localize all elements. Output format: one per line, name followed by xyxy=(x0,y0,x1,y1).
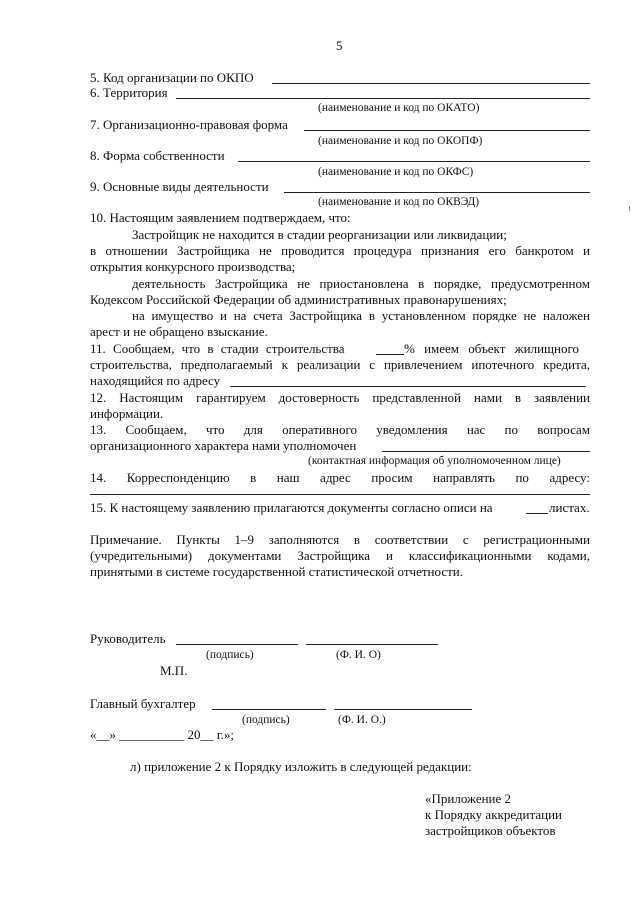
date-line: «__» __________ 20__ г.»; xyxy=(90,727,234,742)
item11-line-2: строительства, предполагаемый к реализации с привлечением ипотечного кредита, xyxy=(90,357,590,372)
confirm-line-2: в отношении Застройщика не проводится процедура признания его банкротом и xyxy=(90,243,590,258)
item15-line-1b: листах. xyxy=(549,500,590,515)
legal-form-note: (наименование и код по ОКОПФ) xyxy=(318,135,483,147)
ownership-note: (наименование и код по ОКФС) xyxy=(318,166,474,178)
legal-form-label: 7. Организационно-правовая форма xyxy=(90,117,288,132)
confirm-line-4: деятельность Застройщика не приостановлена в порядке, предусмотренном xyxy=(132,276,590,291)
page-number: 5 xyxy=(336,38,343,53)
confirm-line-3: открытия конкурсного производства; xyxy=(90,259,296,274)
note-line-1: Примечание. Пункты 1–9 заполняются в соответствии с регистрационными xyxy=(90,532,590,547)
item13-contact-line[interactable] xyxy=(382,451,590,452)
confirm-line-5: Кодексом Российской Федерации об административных правонарушениях; xyxy=(90,292,507,307)
territory-line[interactable] xyxy=(176,98,590,99)
item13-note: (контактная информация об уполномоченном лице) xyxy=(308,455,561,467)
item11-line-1b: % имеем объект жилищного xyxy=(404,341,579,356)
stamp-label: М.П. xyxy=(160,663,188,678)
amendment-text: л) приложение 2 к Порядку изложить в следующей редакции: xyxy=(130,759,472,774)
item11-line-3: находящийся по адресу xyxy=(90,373,221,388)
item15-sheets-blank[interactable] xyxy=(526,513,548,514)
territory-note: (наименование и код по ОКАТО) xyxy=(318,102,480,114)
item12-line-2: информации. xyxy=(90,406,164,421)
note-line-2: (учредительными) документами Застройщика и классификационными кодами, xyxy=(90,548,590,563)
item11-address-line[interactable] xyxy=(230,386,586,387)
item15-line-1a: 15. К настоящему заявлению прилагаются документы согласно описи на xyxy=(90,500,493,515)
head-fio-line[interactable] xyxy=(306,644,438,645)
activities-line[interactable] xyxy=(284,192,590,193)
scan-artifact xyxy=(629,206,630,211)
head-fio-note: (Ф. И. О) xyxy=(336,649,381,661)
item11-percent-blank[interactable] xyxy=(376,354,404,355)
okpo-label: 5. Код организации по ОКПО xyxy=(90,70,254,85)
head-sign-line[interactable] xyxy=(176,644,298,645)
confirm-line-6: на имущество и на счета Застройщика в установленном порядке не наложен xyxy=(132,308,590,323)
item14-line-1: 14. Корреспонденцию в наш адрес просим направлять по адресу: xyxy=(90,470,590,485)
item13-line-2: организационного характера нами уполномочен xyxy=(90,438,357,453)
territory-label: 6. Территория xyxy=(90,85,168,100)
accountant-sign-note: (подпись) xyxy=(242,714,290,726)
accountant-fio-note: (Ф. И. О.) xyxy=(338,714,386,726)
item11-line-1a: 11. Сообщаем, что в стадии строительства xyxy=(90,341,345,356)
appendix-line-3: застройщиков объектов xyxy=(425,823,556,838)
okpo-line[interactable] xyxy=(272,83,590,84)
item13-line-1: 13. Сообщаем, что для оперативного уведомления нас по вопросам xyxy=(90,422,590,437)
confirm-head: 10. Настоящим заявлением подтверждаем, что: xyxy=(90,210,351,225)
confirm-line-7: арест и не обращено взыскание. xyxy=(90,324,268,339)
note-line-3: принятыми в системе государственной статистической отчетности. xyxy=(90,564,463,579)
activities-note: (наименование и код по ОКВЭД) xyxy=(318,196,480,208)
head-label: Руководитель xyxy=(90,631,166,646)
accountant-fio-line[interactable] xyxy=(334,709,472,710)
legal-form-line[interactable] xyxy=(304,130,590,131)
ownership-line[interactable] xyxy=(238,161,590,162)
activities-label: 9. Основные виды деятельности xyxy=(90,179,269,194)
confirm-line-1: Застройщик не находится в стадии реорганизации или ликвидации; xyxy=(132,227,507,242)
appendix-line-2: к Порядку аккредитации xyxy=(425,807,562,822)
item12-line-1: 12. Настоящим гарантируем достоверность представленной нами в заявлении xyxy=(90,390,590,405)
accountant-sign-line[interactable] xyxy=(212,709,326,710)
appendix-line-1: «Приложение 2 xyxy=(425,791,512,806)
head-sign-note: (подпись) xyxy=(206,649,254,661)
item14-address-line[interactable] xyxy=(90,494,590,495)
ownership-label: 8. Форма собственности xyxy=(90,148,225,163)
accountant-label: Главный бухгалтер xyxy=(90,696,196,711)
